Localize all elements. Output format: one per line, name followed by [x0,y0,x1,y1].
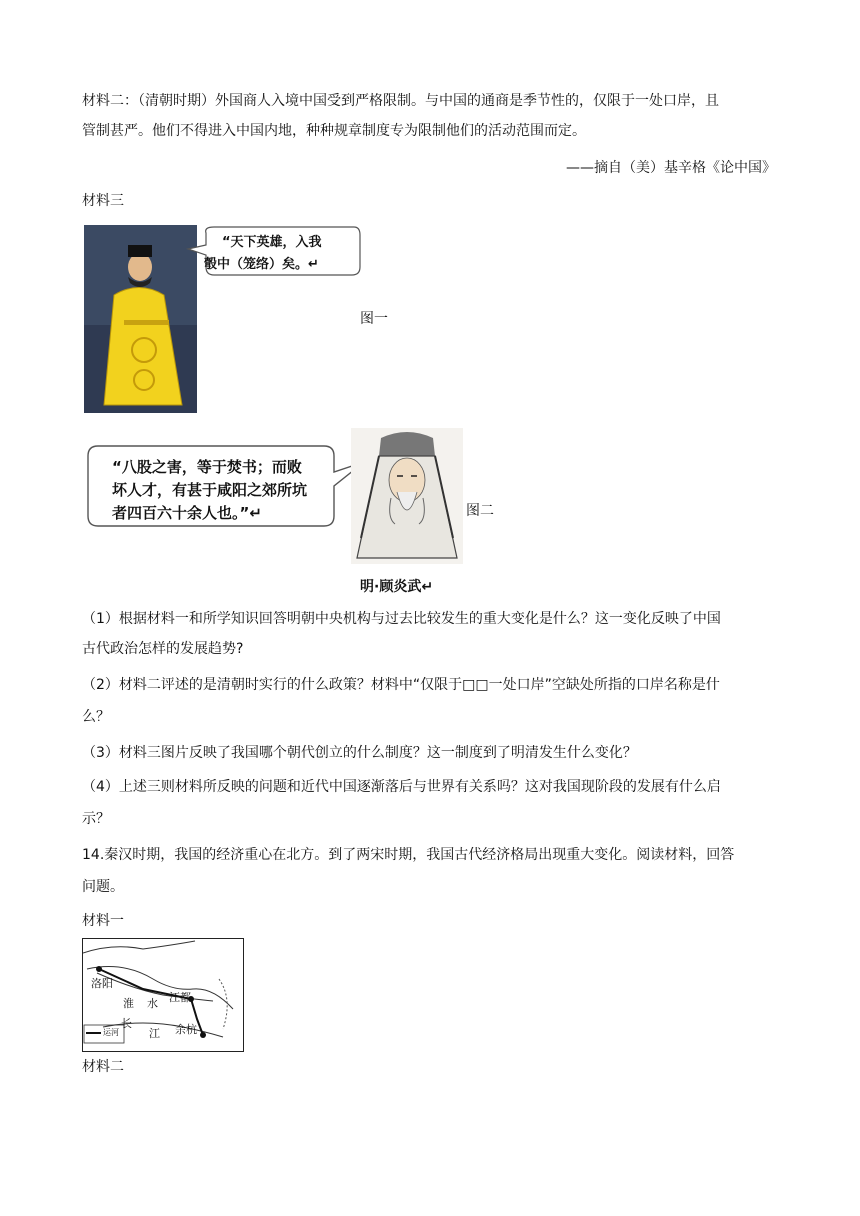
question-14-line1: 14.秦汉时期，我国的经济重心在北方。到了两宋时期，我国古代经济格局出现重大变化。阅读材料，回答 [82,847,735,863]
figure-1 [84,225,364,415]
gu-yanwu-portrait-image [351,428,463,564]
question-2-line1: （2）材料二评述的是清朝时实行的什么政策？材料中“仅限于□□一处口岸”空缺处所指的口岸名称是什 [82,677,720,693]
material2-source: ——摘自（美）基辛格《论中国》 [566,160,776,176]
material2-line2: 管制甚严。他们不得进入中国内地，种种规章制度专为限制他们的活动范围而定。 [82,123,586,139]
canal-map [82,938,244,1052]
bubble1-line1: “天下英雄，入我 [222,235,322,250]
map-label-jiang: 江 [149,1027,160,1040]
question-1-line2: 古代政治怎样的发展趋势? [82,641,244,657]
q14-material1-heading: 材料一 [82,913,124,929]
map-label-jiangdu: 江都 [169,991,191,1004]
q14-material2-heading: 材料二 [82,1059,124,1075]
material2-line1: 材料二：（清朝时期）外国商人入境中国受到严格限制。与中国的通商是季节性的，仅限于一处口岸，且 [82,93,719,109]
question-2-line2: 么？ [82,709,110,725]
map-label-huai: 淮 [123,997,134,1010]
question-4-line1: （4）上述三则材料所反映的问题和近代中国逐渐落后与世界有关系吗？这对我国现阶段的发展有什么启 [82,779,721,795]
question-3: （3）材料三图片反映了我国哪个朝代创立的什么制度？这一制度到了明清发生什么变化？ [82,745,637,761]
map-label-luoyang: 洛阳 [91,977,113,990]
map-label-shui: 水 [147,997,158,1010]
gu-yanwu-label: 明·顾炎武↵ [360,579,434,595]
question-1-line1: （1）根据材料一和所学知识回答明朝中央机构与过去比较发生的重大变化是什么？这一变化反映了中国 [82,611,721,627]
map-legend-canal: 运河 [103,1028,119,1037]
map-label-yuhang: 余杭 [175,1023,197,1036]
bubble2-line3: 者四百六十余人也。”↵ [112,504,262,522]
bubble2-line1: “八股之害，等于焚书；而败 [112,458,302,476]
material3-heading: 材料三 [82,193,124,209]
map-label-chang: 长 [121,1017,132,1030]
bubble2-line2: 坏人才，有甚于咸阳之郊所坑 [112,481,308,499]
figure-2-caption: 图二 [466,503,494,519]
question-14-line2: 问题。 [82,879,124,895]
figure-1-caption: 图一 [360,311,388,327]
question-4-line2: 示？ [82,811,110,827]
bubble1-line2: 彀中（笼络）矣。↵ [204,257,319,272]
